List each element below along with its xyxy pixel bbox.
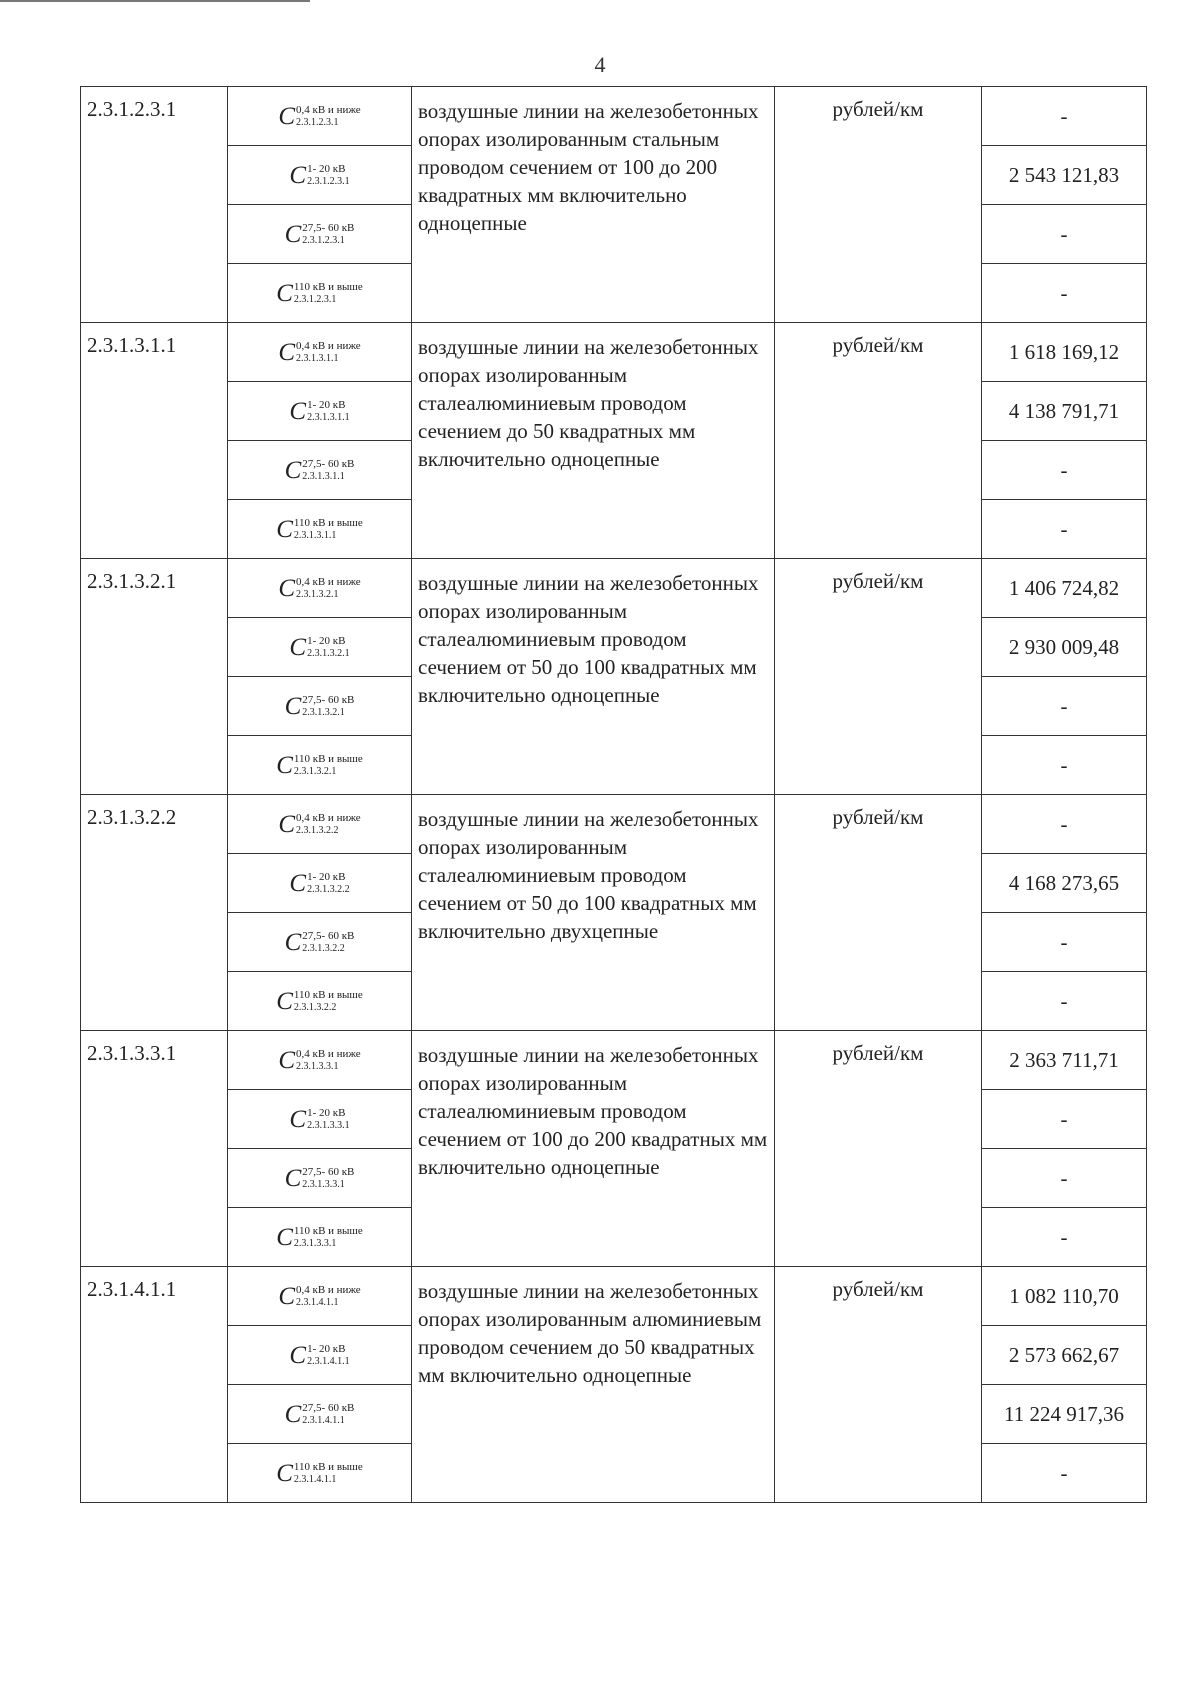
rate-symbol-letter: C — [278, 574, 295, 602]
rate-symbol-voltage: 0,4 кВ и ниже — [296, 1284, 361, 1297]
rate-value: - — [982, 1208, 1147, 1267]
row-unit: рублей/км — [775, 1031, 982, 1267]
rate-symbol-index: 2.3.1.3.1.1 — [307, 411, 350, 423]
rate-symbol-index: 2.3.1.3.3.1 — [293, 1237, 337, 1249]
rate-symbol-voltage: 110 кВ и выше — [293, 753, 363, 766]
rate-symbol — [228, 1267, 412, 1326]
rate-symbol — [228, 382, 412, 441]
row-code: 2.3.1.3.3.1 — [81, 1031, 228, 1267]
rate-symbol-letter: C — [284, 1164, 302, 1192]
rate-symbol-index: 2.3.1.3.2.1 — [293, 765, 337, 777]
rate-value: - — [982, 913, 1147, 972]
rate-symbol-letter: C — [284, 456, 302, 484]
rate-value: - — [982, 736, 1147, 795]
table-row — [81, 795, 1147, 854]
rate-symbol — [228, 146, 412, 205]
row-code: 2.3.1.4.1.1 — [81, 1267, 228, 1503]
rate-symbol — [228, 1326, 412, 1385]
rate-value: - — [982, 677, 1147, 736]
row-unit: рублей/км — [775, 559, 982, 795]
rate-symbol-index: 2.3.1.3.2.1 — [307, 647, 350, 659]
top-rule — [0, 0, 310, 2]
row-description: воздушные линии на железобетонных опорах изолированным сталеалюминиевым проводом сечением от 50 до 100 квадратных мм включительно двухцепные — [412, 795, 775, 1031]
rate-symbol — [228, 559, 412, 618]
table-row — [81, 1031, 1147, 1090]
rate-symbol-voltage: 0,4 кВ и ниже — [296, 1048, 361, 1061]
table-row — [81, 87, 1147, 146]
rate-symbol-letter: C — [276, 279, 293, 307]
rate-symbol-letter: C — [284, 220, 302, 248]
rate-symbol-voltage: 0,4 кВ и ниже — [296, 104, 361, 117]
rate-value: - — [982, 795, 1147, 854]
rate-symbol-voltage: 0,4 кВ и ниже — [296, 812, 361, 825]
table-row — [81, 559, 1147, 618]
rate-value: 1 618 169,12 — [982, 323, 1147, 382]
rate-symbol-voltage: 1- 20 кВ — [307, 871, 346, 884]
rate-symbol-index: 2.3.1.3.1.1 — [302, 470, 345, 482]
rate-symbol-voltage: 27,5- 60 кВ — [302, 1402, 355, 1415]
rate-value: - — [982, 205, 1147, 264]
rate-symbol-letter: C — [278, 338, 295, 366]
rate-symbol-voltage: 110 кВ и выше — [293, 1225, 363, 1238]
rate-symbol-letter: C — [278, 102, 295, 130]
rate-value: 2 573 662,67 — [982, 1326, 1147, 1385]
rate-symbol — [228, 441, 412, 500]
rate-symbol-index: 2.3.1.3.2.2 — [296, 824, 339, 836]
rate-symbol — [228, 1444, 412, 1503]
rate-symbol-voltage: 1- 20 кВ — [307, 399, 346, 412]
row-description: воздушные линии на железобетонных опорах изолированным сталеалюминиевым проводом сечением до 50 квадратных мм включительно одноцепные — [412, 323, 775, 559]
rate-value: - — [982, 441, 1147, 500]
row-description: воздушные линии на железобетонных опорах изолированным алюминиевым проводом сечением до 50 квадратных мм включительно одноцепные — [412, 1267, 775, 1503]
rate-symbol-index: 2.3.1.3.2.2 — [307, 883, 350, 895]
rate-value: - — [982, 500, 1147, 559]
rate-symbol-letter: C — [278, 1046, 295, 1074]
rate-symbol — [228, 795, 412, 854]
rate-symbol-index: 2.3.1.3.2.2 — [293, 1001, 337, 1013]
rate-symbol-index: 2.3.1.4.1.1 — [296, 1296, 339, 1308]
rate-symbol-index: 2.3.1.3.2.2 — [302, 942, 345, 954]
rate-value: - — [982, 1444, 1147, 1503]
rate-value: - — [982, 87, 1147, 146]
rates-table-body — [81, 87, 1147, 1503]
row-description: воздушные линии на железобетонных опорах изолированным сталеалюминиевым проводом сечением от 50 до 100 квадратных мм включительно одноцепные — [412, 559, 775, 795]
rate-symbol — [228, 854, 412, 913]
rate-symbol-index: 2.3.1.3.3.1 — [296, 1060, 339, 1072]
rate-symbol — [228, 1090, 412, 1149]
rate-symbol-index: 2.3.1.4.1.1 — [293, 1473, 337, 1485]
rate-symbol — [228, 264, 412, 323]
row-unit: рублей/км — [775, 1267, 982, 1503]
rate-symbol-voltage: 27,5- 60 кВ — [302, 222, 355, 235]
rate-symbol-letter: C — [276, 1459, 293, 1487]
rate-symbol-index: 2.3.1.3.2.1 — [296, 588, 339, 600]
rate-symbol-letter: C — [278, 1282, 295, 1310]
rate-value: 11 224 917,36 — [982, 1385, 1147, 1444]
rate-symbol-voltage: 110 кВ и выше — [293, 1461, 363, 1474]
rate-symbol — [228, 1031, 412, 1090]
rate-symbol-index: 2.3.1.3.3.1 — [302, 1178, 345, 1190]
rate-symbol — [228, 323, 412, 382]
row-code: 2.3.1.3.1.1 — [81, 323, 228, 559]
rate-symbol-letter: C — [276, 751, 293, 779]
rate-symbol-letter: C — [289, 1341, 307, 1369]
rate-value: 2 363 711,71 — [982, 1031, 1147, 1090]
row-code: 2.3.1.3.2.2 — [81, 795, 228, 1031]
rate-symbol-voltage: 27,5- 60 кВ — [302, 458, 355, 471]
rate-value: 4 168 273,65 — [982, 854, 1147, 913]
rate-symbol-letter: C — [276, 515, 293, 543]
table-row — [81, 1267, 1147, 1326]
rate-value: 2 543 121,83 — [982, 146, 1147, 205]
rate-symbol — [228, 677, 412, 736]
rate-symbol-letter: C — [289, 161, 307, 189]
rate-value: 2 930 009,48 — [982, 618, 1147, 677]
rate-symbol-voltage: 1- 20 кВ — [307, 1107, 346, 1120]
rate-symbol-letter: C — [289, 1105, 307, 1133]
rate-symbol-voltage: 27,5- 60 кВ — [302, 694, 355, 707]
page-number: 4 — [594, 52, 606, 77]
rate-symbol-voltage: 110 кВ и выше — [293, 989, 363, 1002]
rate-symbol — [228, 87, 412, 146]
rate-value: 1 406 724,82 — [982, 559, 1147, 618]
rate-symbol-index: 2.3.1.3.3.1 — [307, 1119, 350, 1131]
rate-symbol-voltage: 110 кВ и выше — [293, 281, 363, 294]
rate-symbol-letter: C — [278, 810, 295, 838]
rate-symbol-voltage: 1- 20 кВ — [307, 1343, 346, 1356]
rate-symbol-letter: C — [276, 1223, 293, 1251]
rate-symbol-letter: C — [284, 1400, 302, 1428]
rate-symbol — [228, 1208, 412, 1267]
rate-symbol-index: 2.3.1.2.3.1 — [293, 293, 337, 305]
rate-symbol-letter: C — [284, 928, 302, 956]
rate-symbol-letter: C — [289, 869, 307, 897]
rate-symbol-voltage: 1- 20 кВ — [307, 163, 346, 176]
rate-symbol-voltage: 27,5- 60 кВ — [302, 1166, 355, 1179]
rate-value: - — [982, 1090, 1147, 1149]
rate-symbol — [228, 736, 412, 795]
rate-value: 4 138 791,71 — [982, 382, 1147, 441]
rate-symbol-letter: C — [276, 987, 293, 1015]
rate-symbol-voltage: 1- 20 кВ — [307, 635, 346, 648]
rate-symbol-letter: C — [284, 692, 302, 720]
rate-symbol — [228, 913, 412, 972]
rate-symbol-index: 2.3.1.4.1.1 — [302, 1414, 345, 1426]
row-description: воздушные линии на железобетонных опорах изолированным сталеалюминиевым проводом сечением от 100 до 200 квадратных мм включительно одноцепные — [412, 1031, 775, 1267]
row-unit: рублей/км — [775, 795, 982, 1031]
rate-symbol-index: 2.3.1.3.1.1 — [296, 352, 339, 364]
row-description: воздушные линии на железобетонных опорах изолированным стальным проводом сечением от 100 до 200 квадратных мм включительно одноцепные — [412, 87, 775, 323]
rate-symbol-letter: C — [289, 633, 307, 661]
rate-symbol-index: 2.3.1.3.2.1 — [302, 706, 345, 718]
rate-value: - — [982, 264, 1147, 323]
rate-symbol-voltage: 0,4 кВ и ниже — [296, 340, 361, 353]
rate-symbol-voltage: 110 кВ и выше — [293, 517, 363, 530]
row-unit: рублей/км — [775, 87, 982, 323]
table-row — [81, 323, 1147, 382]
rate-value: 1 082 110,70 — [982, 1267, 1147, 1326]
rate-symbol — [228, 618, 412, 677]
rate-symbol-index: 2.3.1.4.1.1 — [307, 1355, 350, 1367]
rate-symbol — [228, 1385, 412, 1444]
rate-symbol-index: 2.3.1.3.1.1 — [293, 529, 337, 541]
rate-symbol — [228, 1149, 412, 1208]
rate-symbol-voltage: 0,4 кВ и ниже — [296, 576, 361, 589]
row-unit: рублей/км — [775, 323, 982, 559]
rate-symbol — [228, 500, 412, 559]
row-code: 2.3.1.3.2.1 — [81, 559, 228, 795]
rate-symbol-index: 2.3.1.2.3.1 — [302, 234, 345, 246]
rate-value: - — [982, 972, 1147, 1031]
rate-value: - — [982, 1149, 1147, 1208]
rate-symbol-index: 2.3.1.2.3.1 — [307, 175, 350, 187]
rate-symbol-index: 2.3.1.2.3.1 — [296, 116, 339, 128]
row-code: 2.3.1.2.3.1 — [81, 87, 228, 323]
rate-symbol-letter: C — [289, 397, 307, 425]
rate-symbol — [228, 972, 412, 1031]
rate-symbol-voltage: 27,5- 60 кВ — [302, 930, 355, 943]
rate-symbol — [228, 205, 412, 264]
rates-table — [80, 86, 1147, 1503]
